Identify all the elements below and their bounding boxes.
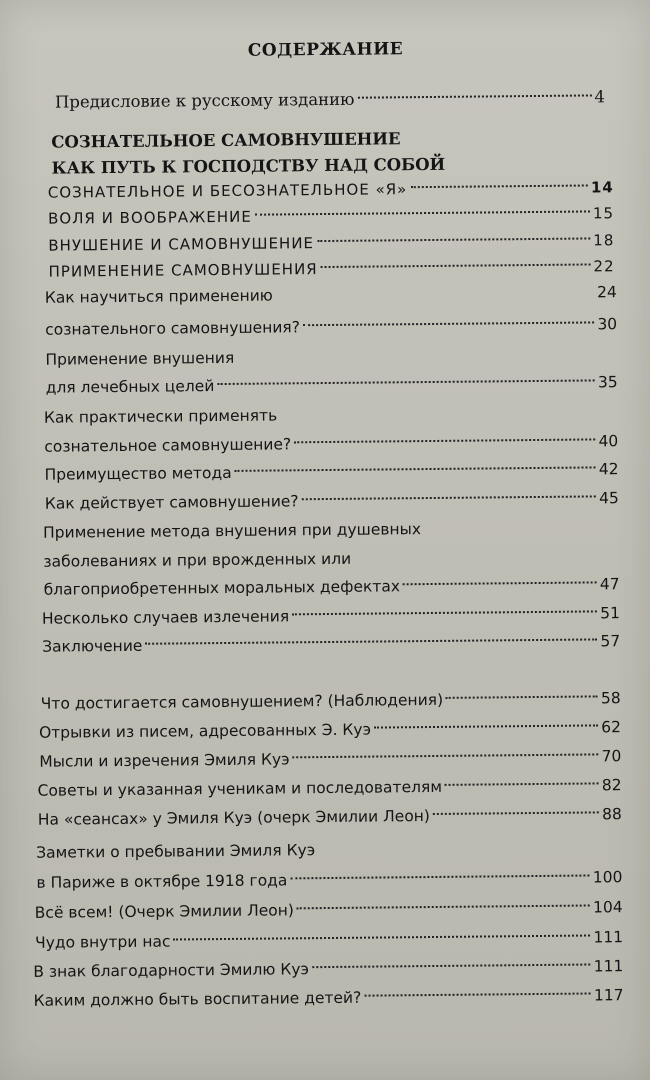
toc-entry-label: ПРИМЕНЕНИЕ САМОВНУШЕНИЯ bbox=[48, 260, 318, 281]
toc-page-number: 88 bbox=[602, 805, 622, 824]
toc-entry-label: Как научиться применению bbox=[44, 286, 273, 307]
toc-entry-label: В знак благодарности Эмилю Куэ bbox=[33, 960, 310, 981]
toc-entry-label: Преимущество метода bbox=[44, 463, 232, 484]
toc-page-number: 58 bbox=[600, 689, 621, 708]
toc-page-number: 100 bbox=[592, 868, 623, 887]
toc-page-number: 45 bbox=[598, 489, 619, 508]
dot-leader bbox=[433, 811, 599, 815]
toc-entry bbox=[33, 981, 623, 1015]
dot-leader bbox=[374, 724, 598, 728]
dot-leader bbox=[235, 466, 596, 471]
toc-entry bbox=[38, 800, 622, 834]
toc-entry bbox=[36, 833, 622, 867]
toc-entry-label: Советы и указанная ученикам и последователям bbox=[37, 777, 443, 800]
toc-page-number: 47 bbox=[599, 575, 620, 594]
toc-entry-continuation bbox=[45, 310, 617, 343]
dot-leader bbox=[294, 438, 595, 443]
dot-leader bbox=[297, 904, 590, 909]
toc-page-number: 4 bbox=[594, 87, 606, 107]
toc-entry-label: Всё всем! (Очерк Эмилии Леон) bbox=[34, 901, 294, 922]
toc-entry bbox=[39, 713, 621, 747]
dot-leader bbox=[292, 610, 597, 615]
toc-page-number: 40 bbox=[598, 432, 619, 451]
toc-entry-label: Применение метода внушения при душевных bbox=[43, 520, 422, 542]
toc-page-number: 14 bbox=[590, 178, 614, 197]
toc-entry-label: Каким должно быть воспитание детей? bbox=[33, 988, 362, 1010]
toc-entry-label: ВОЛЯ И ВООБРАЖЕНИЕ bbox=[47, 207, 252, 228]
section-heading-text: КАК ПУТЬ К ГОСПОДСТВУ НАД СОБОЙ bbox=[51, 154, 446, 178]
dot-leader bbox=[293, 753, 599, 758]
toc-page-number: 35 bbox=[597, 373, 618, 392]
dot-leader bbox=[446, 695, 598, 698]
toc-entry-label: ВНУШЕНИЕ И САМОВНУШЕНИЕ bbox=[48, 234, 315, 255]
toc-entry bbox=[43, 513, 619, 547]
toc-entry bbox=[39, 742, 621, 776]
dot-leader bbox=[173, 934, 590, 940]
toc-page-number: 51 bbox=[600, 604, 620, 623]
dot-leader bbox=[303, 321, 594, 326]
toc-entry-label: благоприобретенных моральных дефектах bbox=[43, 577, 401, 599]
toc-entry-label: Как практически применять bbox=[43, 406, 278, 427]
dot-leader bbox=[403, 581, 597, 585]
toc-entry-label: Заметки о пребывании Эмиля Куэ bbox=[36, 841, 316, 862]
toc-page-number: 57 bbox=[600, 632, 621, 651]
toc-entry-continuation bbox=[36, 863, 622, 897]
toc-entry-label: На «сеансах» у Эмиля Куэ (очерк Эмилии Леон) bbox=[37, 807, 431, 829]
toc-page-number: 15 bbox=[592, 204, 615, 223]
toc-entry-preface bbox=[55, 83, 605, 116]
toc-entry-label: Заключение bbox=[42, 636, 143, 656]
dot-leader bbox=[357, 94, 591, 98]
toc-entry-label: для лечебных целей bbox=[45, 377, 215, 397]
toc-entry-label: Мысли и изречения Эмиля Куэ bbox=[39, 750, 290, 771]
dot-leader bbox=[217, 379, 595, 385]
dot-leader bbox=[312, 963, 591, 968]
toc-page-number: 117 bbox=[593, 986, 624, 1005]
toc-page-number: 62 bbox=[601, 718, 622, 737]
toc-entry-label: Отрывки из писем, адресованных Э. Куэ bbox=[38, 720, 372, 742]
dot-leader bbox=[317, 237, 590, 242]
toc-entry-continuation bbox=[44, 570, 620, 604]
toc-page-number: 70 bbox=[601, 747, 622, 766]
toc-entry-continuation bbox=[46, 368, 618, 401]
toc-page-number: 111 bbox=[593, 957, 624, 976]
section-heading-text: СОЗНАТЕЛЬНОЕ САМОВНУШЕНИЕ bbox=[51, 129, 401, 152]
toc-entry-label: Как действует самовнушение? bbox=[44, 492, 299, 513]
toc-page-number: 82 bbox=[601, 776, 622, 795]
toc-entry-label: Применение внушения bbox=[45, 348, 235, 369]
toc-entry-label: сознательное самовнушение? bbox=[44, 435, 292, 456]
toc-entry-label: Предисловие к русскому изданию bbox=[54, 89, 355, 112]
dot-leader bbox=[410, 184, 588, 188]
toc-entry bbox=[44, 455, 618, 489]
toc-entry-label: заболеваниях и при врожденных или bbox=[43, 549, 352, 571]
toc-page-number: 104 bbox=[593, 898, 623, 917]
toc-entry bbox=[45, 484, 619, 518]
toc-entry bbox=[45, 278, 617, 311]
toc-entry-label: сознательного самовнушения? bbox=[45, 318, 301, 339]
toc-entry bbox=[35, 923, 623, 957]
toc-page-number: 18 bbox=[593, 231, 615, 250]
toc-entry bbox=[35, 893, 623, 927]
toc-page-number: 42 bbox=[598, 460, 619, 479]
dot-leader bbox=[290, 874, 590, 879]
dot-leader bbox=[255, 210, 590, 215]
toc-entry bbox=[41, 684, 621, 718]
toc-entry-label: Чудо внутри нас bbox=[34, 932, 171, 952]
toc-entry-label: Несколько случаев излечения bbox=[41, 607, 290, 628]
toc-entry bbox=[37, 771, 621, 805]
toc-entry bbox=[42, 627, 620, 661]
page-title: СОДЕРЖАНИЕ bbox=[247, 39, 404, 61]
toc-entry-label: в Париже в октябре 1918 года bbox=[36, 871, 288, 892]
toc-entry-label: Что достигается самовнушением? (Наблюдения) bbox=[40, 690, 444, 713]
toc-page-number: 24 bbox=[596, 283, 617, 302]
toc-page-number: 111 bbox=[593, 928, 624, 947]
dot-leader bbox=[364, 992, 591, 996]
dot-leader bbox=[445, 782, 599, 785]
dot-leader bbox=[321, 263, 591, 268]
dot-leader bbox=[145, 638, 597, 644]
toc-page-number: 30 bbox=[597, 315, 618, 334]
toc-entry bbox=[44, 398, 618, 432]
toc-page-number: 22 bbox=[593, 257, 615, 276]
toc-entry bbox=[33, 952, 623, 986]
toc-entry-label: СОЗНАТЕЛЬНОЕ И БЕСОЗНАТЕЛЬНОЕ «Я» bbox=[47, 180, 408, 202]
dot-leader bbox=[302, 495, 596, 500]
